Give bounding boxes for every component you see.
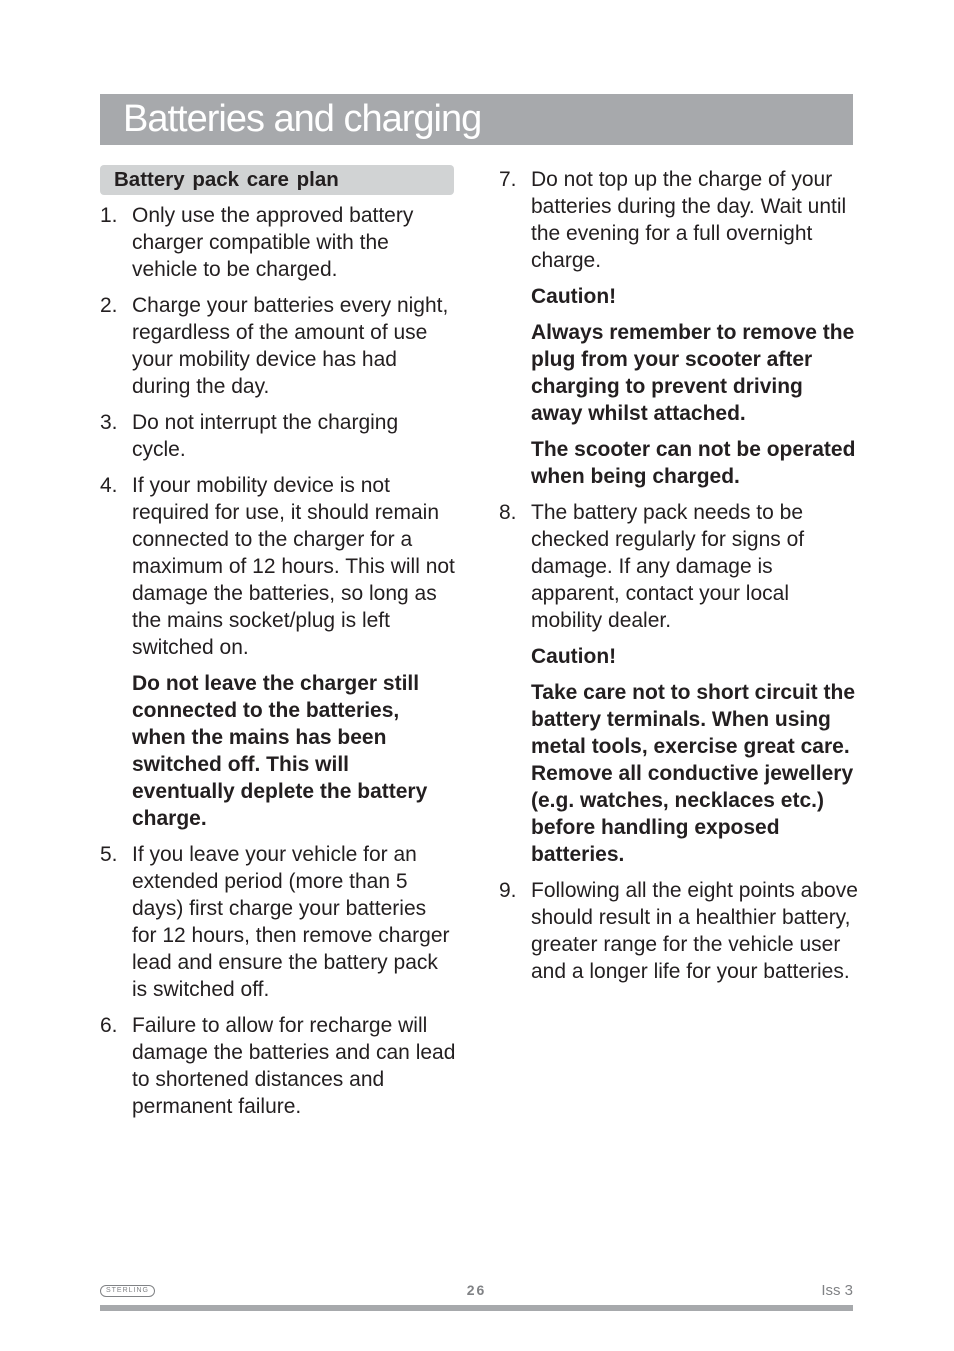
list-item <box>499 499 859 868</box>
item-text: Failure to allow for recharge will damage the batteries and can lead to shortened distances and permanent failure. <box>132 1014 456 1118</box>
left-column <box>100 165 456 1129</box>
caution-text: The scooter can not be operated when being charged. <box>531 438 856 488</box>
item-text: If your mobility device is not required for use, it should remain connected to the charger for a maximum of 12 hours. This will not damage the batteries, so long as the mains socket/plug is left switched on. <box>132 474 455 659</box>
page-footer <box>100 1282 853 1304</box>
page-title: Batteries and charging <box>123 98 482 140</box>
item-warning-note: Do not leave the charger still connected to the batteries, when the mains has been switched off. This will eventually deplete the battery charge. <box>132 672 428 830</box>
caution-label: Caution! <box>531 285 617 308</box>
item-number: 8. <box>499 501 517 524</box>
title-bar <box>100 94 853 145</box>
item-text: Charge your batteries every night, regardless of the amount of use your mobility device has had during the day. <box>132 294 449 398</box>
issue-label: Iss 3 <box>821 1282 853 1299</box>
item-number: 6. <box>100 1014 118 1037</box>
caution-text: Always remember to remove the plug from your scooter after charging to prevent driving away whilst attached. <box>531 321 855 425</box>
list-item <box>499 166 859 490</box>
footer-rule <box>100 1305 853 1311</box>
item-text: Following all the eight points above should result in a healthier battery, greater range for the vehicle user and a longer life for your batteries. <box>531 879 858 983</box>
item-text: The battery pack needs to be checked regularly for signs of damage. If any damage is apparent, contact your local mobility dealer. <box>531 501 805 632</box>
brand-logo: STERLING <box>100 1285 155 1297</box>
list-item <box>100 409 456 463</box>
list-item <box>100 292 456 400</box>
item-text: If you leave your vehicle for an extended period (more than 5 days) first charge your batteries for 12 hours, then remove charger lead and ensure the battery pack is switched off. <box>132 843 450 1001</box>
section-heading: Battery pack care plan <box>100 165 454 195</box>
list-item <box>100 472 456 832</box>
list-item <box>100 1012 456 1120</box>
caution-label: Caution! <box>531 645 617 668</box>
item-number: 1. <box>100 204 118 227</box>
item-number: 2. <box>100 294 118 317</box>
item-number: 9. <box>499 879 517 902</box>
right-column <box>499 166 859 994</box>
item-text: Do not top up the charge of your batteries during the day. Wait until the evening for a full overnight charge. <box>531 168 847 272</box>
list-item <box>499 877 859 985</box>
caution-text: Take care not to short circuit the battery terminals. When using metal tools, exercise great care. Remove all conductive jewellery (e.g. watches, necklaces etc.) before handling exposed batteries. <box>531 681 856 866</box>
item-text: Do not interrupt the charging cycle. <box>132 411 399 461</box>
item-number: 7. <box>499 168 517 191</box>
item-number: 3. <box>100 411 118 434</box>
list-item <box>100 202 456 283</box>
page-number: 26 <box>466 1282 487 1298</box>
item-number: 4. <box>100 474 118 497</box>
item-number: 5. <box>100 843 118 866</box>
list-item <box>100 841 456 1003</box>
item-text: Only use the approved battery charger compatible with the vehicle to be charged. <box>132 204 414 281</box>
